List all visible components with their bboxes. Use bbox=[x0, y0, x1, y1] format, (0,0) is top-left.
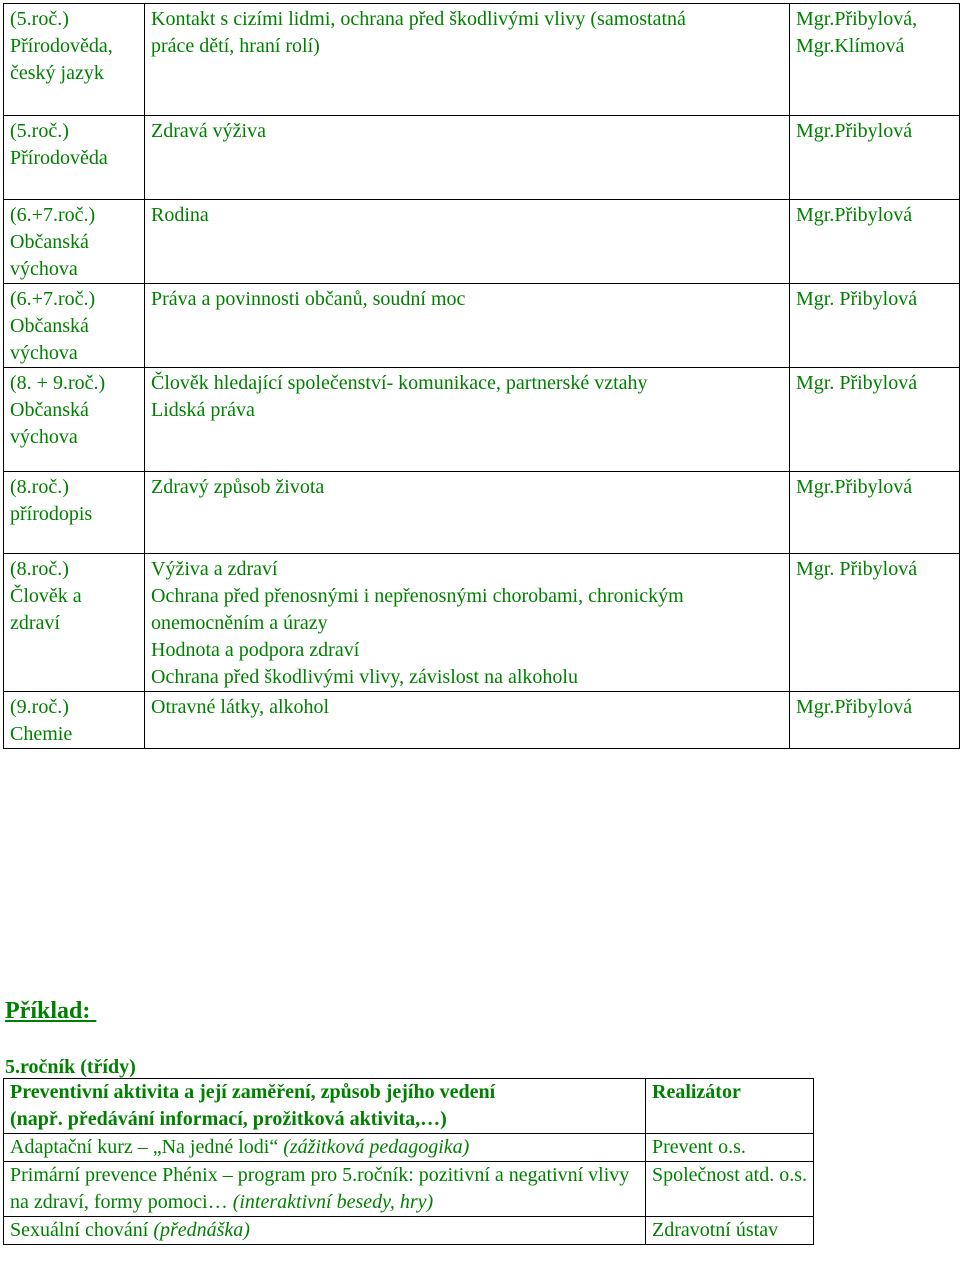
teacher-line: Mgr.Přibylová bbox=[796, 696, 913, 718]
topic-cell bbox=[145, 284, 790, 368]
teacher-line: Mgr. Přibylová bbox=[796, 288, 918, 310]
topic-line: Zdravý způsob života bbox=[151, 476, 325, 498]
table-row bbox=[4, 692, 960, 749]
subject-line: výchova bbox=[10, 426, 78, 448]
teacher-cell bbox=[790, 554, 960, 692]
teacher-cell bbox=[790, 472, 960, 554]
table-row bbox=[4, 554, 960, 692]
table-header-row bbox=[4, 1079, 814, 1134]
subject-line: výchova bbox=[10, 342, 78, 364]
activity-header-line: Preventivní aktivita a její zaměření, způsob jejího vedení bbox=[10, 1081, 496, 1103]
subject-line: Přírodověda, bbox=[10, 35, 113, 57]
topic-line: Otravné látky, alkohol bbox=[151, 696, 330, 718]
subject-line: (8.roč.) bbox=[10, 476, 69, 498]
topic-line: Hodnota a podpora zdraví bbox=[151, 639, 360, 661]
topic-line: Kontakt s cizími lidmi, ochrana před škodlivými vlivy (samostatná bbox=[151, 8, 686, 30]
subject-line: zdraví bbox=[10, 612, 60, 634]
activity-note: (přednáška) bbox=[153, 1219, 250, 1241]
subject-line: (6.+7.roč.) bbox=[10, 204, 96, 226]
teacher-line: Mgr. Přibylová bbox=[796, 558, 918, 580]
teacher-line: Mgr.Přibylová, bbox=[796, 8, 918, 30]
subject-line: (8. + 9.roč.) bbox=[10, 372, 106, 394]
activity-note: (zážitková pedagogika) bbox=[283, 1136, 470, 1158]
subject-line: Přírodověda bbox=[10, 147, 108, 169]
teacher-cell bbox=[790, 692, 960, 749]
table-row bbox=[4, 368, 960, 472]
table-row bbox=[4, 1217, 814, 1245]
topic-cell bbox=[145, 368, 790, 472]
subject-line: (6.+7.roč.) bbox=[10, 288, 96, 310]
teacher-line: Mgr.Přibylová bbox=[796, 204, 913, 226]
table-row bbox=[4, 116, 960, 200]
activities-table bbox=[3, 3, 960, 749]
table-row bbox=[4, 1134, 814, 1162]
topic-cell bbox=[145, 554, 790, 692]
subject-cell bbox=[4, 554, 145, 692]
table-row bbox=[4, 1162, 814, 1217]
subject-line: (8.roč.) bbox=[10, 558, 69, 580]
subject-line: (5.roč.) bbox=[10, 8, 69, 30]
topic-line: Člověk hledající společenství- komunikace, partnerské vztahy bbox=[151, 372, 648, 394]
subject-line: Chemie bbox=[10, 723, 73, 745]
topic-cell bbox=[145, 4, 790, 116]
topic-line: Rodina bbox=[151, 204, 209, 226]
subject-cell bbox=[4, 284, 145, 368]
subject-cell bbox=[4, 472, 145, 554]
table-row bbox=[4, 4, 960, 116]
table-row bbox=[4, 200, 960, 284]
topic-cell bbox=[145, 692, 790, 749]
activity-text: Adaptační kurz – „Na jedné lodi“ bbox=[10, 1136, 284, 1158]
subject-line: Člověk a bbox=[10, 585, 82, 607]
provider-cell: Společnost atd. o.s. bbox=[646, 1162, 814, 1217]
teacher-line: Mgr.Přibylová bbox=[796, 476, 913, 498]
activity-cell bbox=[4, 1217, 646, 1245]
table-row bbox=[4, 472, 960, 554]
topic-cell bbox=[145, 200, 790, 284]
activity-text: Primární prevence Phénix – program pro 5.ročník: pozitivní a negativní vlivy na zdraví, formy pomoci… bbox=[10, 1164, 630, 1213]
topic-cell bbox=[145, 116, 790, 200]
topic-line: onemocněním a úrazy bbox=[151, 612, 328, 634]
teacher-line: Mgr. Přibylová bbox=[796, 372, 918, 394]
subject-cell bbox=[4, 116, 145, 200]
subject-line: přírodopis bbox=[10, 503, 93, 525]
grade-subheading: 5.ročník (třídy) bbox=[5, 1056, 136, 1078]
activity-note: (interaktivní besedy, hry) bbox=[232, 1191, 434, 1213]
activity-text: Sexuální chování bbox=[10, 1219, 154, 1241]
subject-cell bbox=[4, 4, 145, 116]
provider-header-cell: Realizátor bbox=[646, 1079, 814, 1134]
provider-cell: Prevent o.s. bbox=[646, 1134, 814, 1162]
subject-line: český jazyk bbox=[10, 62, 104, 84]
topic-line: Zdravá výživa bbox=[151, 120, 266, 142]
subject-line: Občanská bbox=[10, 231, 89, 253]
subject-line: výchova bbox=[10, 258, 78, 280]
subject-line: (9.roč.) bbox=[10, 696, 69, 718]
activity-cell bbox=[4, 1162, 646, 1217]
subject-line: Občanská bbox=[10, 399, 89, 421]
topic-line: Práva a povinnosti občanů, soudní moc bbox=[151, 288, 466, 310]
example-heading: Příklad: bbox=[5, 998, 97, 1024]
teacher-line: Mgr.Přibylová bbox=[796, 120, 913, 142]
topic-line: Ochrana před škodlivými vlivy, závislost na alkoholu bbox=[151, 666, 578, 688]
teacher-cell bbox=[790, 284, 960, 368]
subject-cell bbox=[4, 368, 145, 472]
provider-cell: Zdravotní ústav bbox=[646, 1217, 814, 1245]
table-row bbox=[4, 284, 960, 368]
subject-line: (5.roč.) bbox=[10, 120, 69, 142]
topic-line: práce dětí, hraní rolí) bbox=[151, 35, 320, 57]
teacher-cell bbox=[790, 4, 960, 116]
topic-cell bbox=[145, 472, 790, 554]
activity-cell bbox=[4, 1134, 646, 1162]
prevention-table bbox=[3, 1078, 814, 1245]
subject-cell bbox=[4, 692, 145, 749]
subject-cell bbox=[4, 200, 145, 284]
subject-line: Občanská bbox=[10, 315, 89, 337]
activity-header-line: (např. předávání informací, prožitková aktivita,…) bbox=[10, 1108, 447, 1130]
teacher-cell bbox=[790, 200, 960, 284]
topic-line: Ochrana před přenosnými i nepřenosnými chorobami, chronickým bbox=[151, 585, 684, 607]
topic-line: Lidská práva bbox=[151, 399, 255, 421]
teacher-cell bbox=[790, 368, 960, 472]
teacher-cell bbox=[790, 116, 960, 200]
activity-header-cell bbox=[4, 1079, 646, 1134]
topic-line: Výživa a zdraví bbox=[151, 558, 278, 580]
teacher-line: Mgr.Klímová bbox=[796, 35, 905, 57]
